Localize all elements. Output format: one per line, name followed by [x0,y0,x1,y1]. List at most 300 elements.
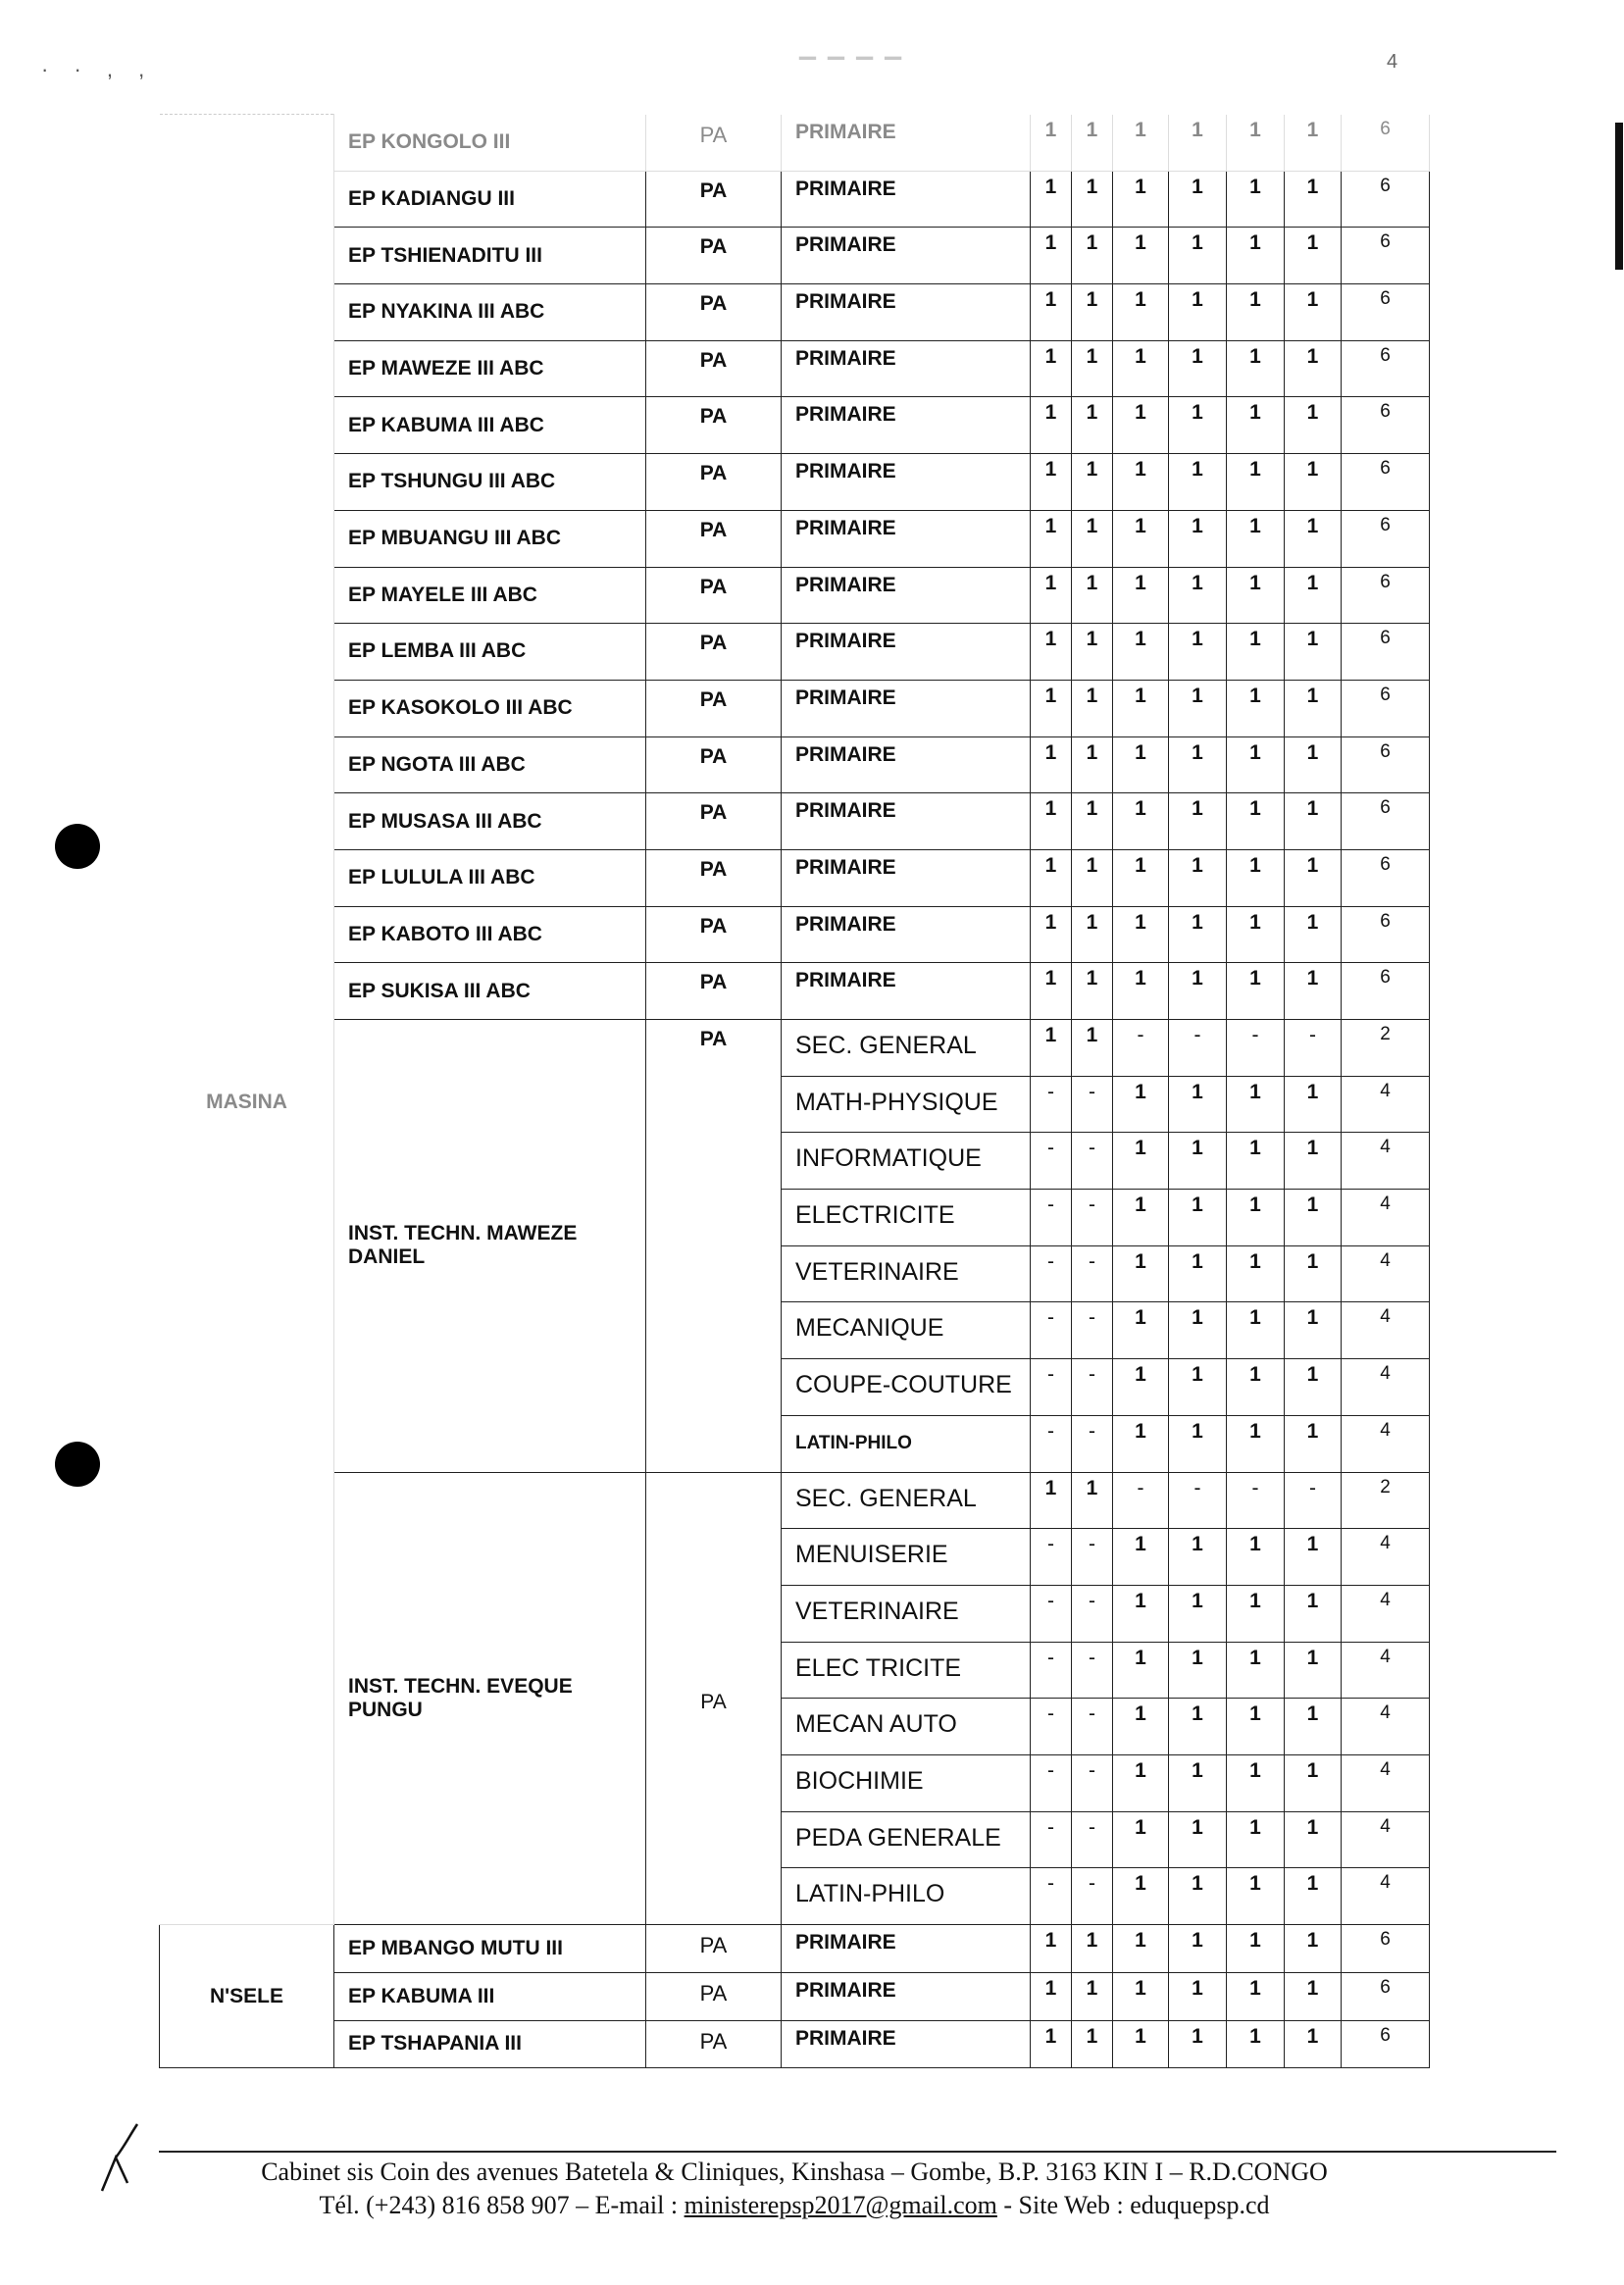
count-cell: 1 [1169,284,1227,341]
option-cell: PEDA GENERALE [782,1811,1031,1868]
count-cell: 1 [1113,1415,1169,1472]
option-cell: SEC. GENERAL [782,1472,1031,1529]
table-row [160,171,1430,228]
count-cell: 1 [1169,510,1227,567]
table-row [160,115,1430,172]
count-cell: 1 [1031,228,1072,284]
count-cell: - [1072,1245,1113,1302]
table-row [160,624,1430,681]
regime-cell: PA [646,171,782,228]
count-cell: 1 [1285,1302,1342,1359]
table-row [160,849,1430,906]
table-row [160,1020,1430,1077]
regime-cell: PA [646,793,782,850]
count-cell: - [1072,1302,1113,1359]
count-cell: - [1072,1811,1113,1868]
count-cell: 1 [1072,567,1113,624]
option-cell: MENUISERIE [782,1529,1031,1586]
total-cell: 6 [1342,567,1430,624]
count-cell: 1 [1285,849,1342,906]
count-cell: 1 [1169,680,1227,736]
count-cell: 1 [1285,1868,1342,1925]
count-cell: 1 [1285,1642,1342,1699]
count-cell: 1 [1113,397,1169,454]
count-cell: 1 [1285,906,1342,963]
option-cell: LATIN-PHILO [782,1415,1031,1472]
count-cell: 1 [1285,963,1342,1020]
count-cell: - [1031,1529,1072,1586]
regime-cell: PA [646,454,782,511]
footer-address: Cabinet sis Coin des avenues Batetela & Cliniques, Kinshasa – Gombe, B.P. 3163 KIN I – R.D.CONGO [261,2158,1328,2186]
count-cell: 1 [1227,849,1285,906]
total-cell: 6 [1342,849,1430,906]
count-cell: 1 [1031,284,1072,341]
regime-cell: PA [646,624,782,681]
option-cell: PRIMAIRE [782,849,1031,906]
school-name: EP KASOKOLO III ABC [334,680,646,736]
count-cell: - [1072,1699,1113,1755]
count-cell: 1 [1031,2020,1072,2068]
school-name: EP MBUANGU III ABC [334,510,646,567]
count-cell: 1 [1227,963,1285,1020]
school-name: EP MBANGO MUTU III [334,1925,646,1973]
count-cell: 1 [1227,115,1285,172]
count-cell: - [1169,1472,1227,1529]
footer-rule [159,2151,1556,2153]
count-cell: 1 [1072,793,1113,850]
option-cell: PRIMAIRE [782,284,1031,341]
count-cell: 1 [1169,1190,1227,1246]
count-cell: 1 [1113,510,1169,567]
total-cell: 4 [1342,1529,1430,1586]
option-cell: PRIMAIRE [782,1925,1031,1973]
count-cell: - [1072,1585,1113,1642]
option-cell: PRIMAIRE [782,963,1031,1020]
school-name: EP KABUMA III [334,1972,646,2020]
table-body [160,115,1430,2068]
option-cell: MATH-PHYSIQUE [782,1076,1031,1133]
count-cell: 1 [1072,115,1113,172]
total-cell: 6 [1342,1925,1430,1973]
count-cell: 1 [1113,1190,1169,1246]
count-cell: 1 [1031,171,1072,228]
count-cell: 1 [1031,624,1072,681]
total-cell: 4 [1342,1699,1430,1755]
count-cell: 1 [1031,963,1072,1020]
option-cell: ELEC TRICITE [782,1642,1031,1699]
count-cell: 1 [1113,1642,1169,1699]
count-cell: 1 [1227,1245,1285,1302]
count-cell: - [1072,1642,1113,1699]
regime-cell: PA [646,397,782,454]
total-cell: 6 [1342,454,1430,511]
count-cell: 1 [1072,906,1113,963]
school-name: EP TSHUNGU III ABC [334,454,646,511]
table-row [160,567,1430,624]
regime-cell: PA [646,736,782,793]
count-cell: 1 [1113,1972,1169,2020]
count-cell: 1 [1227,624,1285,681]
count-cell: 1 [1113,1585,1169,1642]
count-cell: 1 [1031,567,1072,624]
count-cell: 1 [1285,2020,1342,2068]
count-cell: 1 [1113,567,1169,624]
regime-cell: PA [646,906,782,963]
count-cell: 1 [1169,1415,1227,1472]
table-row [160,340,1430,397]
regime-cell: PA [646,567,782,624]
total-cell: 6 [1342,340,1430,397]
count-cell: 1 [1169,1359,1227,1416]
option-cell: VETERINAIRE [782,1245,1031,1302]
count-cell: 1 [1227,1190,1285,1246]
total-cell: 4 [1342,1245,1430,1302]
regime-cell: PA [646,1020,782,1473]
school-name: INST. TECHN. MAWEZE DANIEL [334,1020,646,1473]
count-cell: 1 [1113,680,1169,736]
count-cell: 1 [1113,1245,1169,1302]
school-name: EP LEMBA III ABC [334,624,646,681]
page-number: 4 [1387,51,1398,73]
zone-cell [160,115,334,1925]
count-cell: 1 [1169,1754,1227,1811]
count-cell: 1 [1285,228,1342,284]
table-row [160,228,1430,284]
count-cell: 1 [1285,1754,1342,1811]
total-cell: 6 [1342,228,1430,284]
count-cell: 1 [1169,1699,1227,1755]
count-cell: 1 [1072,849,1113,906]
footer-email[interactable]: ministerepsp2017@gmail.com [684,2191,997,2219]
school-name: EP KABUMA III ABC [334,397,646,454]
table-row [160,1972,1430,2020]
count-cell: 1 [1227,1699,1285,1755]
table-row [160,284,1430,341]
option-cell: PRIMAIRE [782,567,1031,624]
school-name: EP TSHAPANIA III [334,2020,646,2068]
school-name: EP MAYELE III ABC [334,567,646,624]
count-cell: 1 [1169,1529,1227,1586]
count-cell: 1 [1169,454,1227,511]
count-cell: 1 [1113,1302,1169,1359]
table-row [160,680,1430,736]
option-cell: PRIMAIRE [782,680,1031,736]
option-cell: PRIMAIRE [782,1972,1031,2020]
count-cell: 1 [1072,171,1113,228]
count-cell: 1 [1113,454,1169,511]
count-cell: 1 [1169,736,1227,793]
total-cell: 4 [1342,1868,1430,1925]
school-name: INST. TECHN. EVEQUE PUNGU [334,1472,646,1925]
count-cell: 1 [1169,1076,1227,1133]
count-cell: 1 [1169,1642,1227,1699]
school-name: EP NGOTA III ABC [334,736,646,793]
count-cell: 1 [1169,1972,1227,2020]
total-cell: 6 [1342,1972,1430,2020]
option-cell: COUPE-COUTURE [782,1359,1031,1416]
count-cell: 1 [1285,1699,1342,1755]
count-cell: 1 [1169,1302,1227,1359]
count-cell: - [1072,1529,1113,1586]
count-cell: 1 [1169,1133,1227,1190]
count-cell: 1 [1169,793,1227,850]
count-cell: 1 [1169,567,1227,624]
count-cell: 1 [1227,2020,1285,2068]
total-cell: 4 [1342,1754,1430,1811]
total-cell: 4 [1342,1133,1430,1190]
school-name: EP KADIANGU III [334,171,646,228]
option-cell: INFORMATIQUE [782,1133,1031,1190]
count-cell: 1 [1113,1868,1169,1925]
count-cell: 1 [1227,1585,1285,1642]
count-cell: - [1285,1020,1342,1077]
scan-edge-mark [1615,123,1623,270]
count-cell: - [1031,1076,1072,1133]
total-cell: 6 [1342,736,1430,793]
option-cell: PRIMAIRE [782,510,1031,567]
total-cell: 4 [1342,1190,1430,1246]
count-cell: - [1072,1190,1113,1246]
count-cell: 1 [1285,284,1342,341]
count-cell: 1 [1113,284,1169,341]
school-name: EP MUSASA III ABC [334,793,646,850]
total-cell: 4 [1342,1642,1430,1699]
count-cell: 1 [1072,963,1113,1020]
table-row [160,454,1430,511]
count-cell: 1 [1227,1529,1285,1586]
option-cell: ELECTRICITE [782,1190,1031,1246]
count-cell: 1 [1227,1868,1285,1925]
count-cell: 1 [1227,1925,1285,1973]
count-cell: 1 [1227,1076,1285,1133]
zone-cell: N'SELE [160,1925,334,2068]
count-cell: 1 [1031,906,1072,963]
count-cell: 1 [1031,1972,1072,2020]
total-cell: 6 [1342,284,1430,341]
count-cell: 1 [1285,1190,1342,1246]
count-cell: 1 [1031,397,1072,454]
option-cell: PRIMAIRE [782,115,1031,172]
school-name: EP LULULA III ABC [334,849,646,906]
scan-noise: · · , , [41,57,155,81]
option-cell: LATIN-PHILO [782,1868,1031,1925]
regime-cell: PA [646,284,782,341]
count-cell: 1 [1169,228,1227,284]
count-cell: - [1031,1868,1072,1925]
count-cell: 1 [1113,1925,1169,1973]
count-cell: - [1031,1359,1072,1416]
count-cell: 1 [1072,340,1113,397]
regime-cell: PA [646,849,782,906]
option-cell: PRIMAIRE [782,228,1031,284]
count-cell: 1 [1031,115,1072,172]
signature-mark-icon [94,2118,145,2197]
option-cell: BIOCHIMIE [782,1754,1031,1811]
school-name: EP SUKISA III ABC [334,963,646,1020]
count-cell: 1 [1031,793,1072,850]
count-cell: 1 [1113,736,1169,793]
punch-hole-icon [55,1442,100,1487]
count-cell: 1 [1169,1811,1227,1868]
total-cell: 4 [1342,1415,1430,1472]
count-cell: 1 [1285,171,1342,228]
school-name: EP KABOTO III ABC [334,906,646,963]
option-cell: PRIMAIRE [782,793,1031,850]
count-cell: 1 [1227,680,1285,736]
count-cell: 1 [1169,849,1227,906]
zone-label: MASINA [206,1091,287,1114]
count-cell: 1 [1031,510,1072,567]
total-cell: 6 [1342,397,1430,454]
total-cell: 4 [1342,1359,1430,1416]
count-cell: - [1072,1415,1113,1472]
count-cell: 1 [1113,228,1169,284]
count-cell: 1 [1227,906,1285,963]
count-cell: 1 [1113,1754,1169,1811]
count-cell: 1 [1072,284,1113,341]
table-row [160,397,1430,454]
count-cell: - [1169,1020,1227,1077]
count-cell: 1 [1169,340,1227,397]
count-cell: 1 [1285,736,1342,793]
regime-cell: PA [646,680,782,736]
school-name: EP KONGOLO III [334,115,646,172]
count-cell: 1 [1285,567,1342,624]
count-cell: 1 [1169,1245,1227,1302]
regime-cell: PA [646,2020,782,2068]
regime-cell: PA [646,1972,782,2020]
count-cell: 1 [1072,228,1113,284]
count-cell: 1 [1113,1359,1169,1416]
count-cell: 1 [1227,1754,1285,1811]
option-cell: SEC. GENERAL [782,1020,1031,1077]
footer-contact: Tél. (+243) 816 858 907 – E-mail : ministerepsp2017@gmail.com - Site Web : eduquepsp.cd [319,2191,1270,2219]
count-cell: 1 [1285,340,1342,397]
option-cell: PRIMAIRE [782,454,1031,511]
count-cell: 1 [1227,397,1285,454]
total-cell: 6 [1342,115,1430,172]
count-cell: 1 [1227,510,1285,567]
count-cell: 1 [1285,454,1342,511]
count-cell: 1 [1113,849,1169,906]
count-cell: 1 [1285,1529,1342,1586]
total-cell: 2 [1342,1020,1430,1077]
count-cell: - [1031,1585,1072,1642]
table-row [160,793,1430,850]
count-cell: 1 [1031,849,1072,906]
count-cell: 1 [1113,1133,1169,1190]
option-cell: PRIMAIRE [782,340,1031,397]
count-cell: 1 [1072,1020,1113,1077]
count-cell: 1 [1227,454,1285,511]
regime-cell: PA [646,228,782,284]
school-name: EP TSHIENADITU III [334,228,646,284]
count-cell: 1 [1169,1925,1227,1973]
count-cell: 1 [1113,340,1169,397]
count-cell: 1 [1113,793,1169,850]
total-cell: 4 [1342,1585,1430,1642]
table-row [160,906,1430,963]
option-cell: PRIMAIRE [782,906,1031,963]
count-cell: 1 [1227,1359,1285,1416]
count-cell: 1 [1227,1302,1285,1359]
count-cell: 1 [1227,284,1285,341]
count-cell: 1 [1285,793,1342,850]
count-cell: - [1072,1868,1113,1925]
count-cell: 1 [1285,1925,1342,1973]
total-cell: 4 [1342,1811,1430,1868]
count-cell: 1 [1285,510,1342,567]
count-cell: 1 [1072,624,1113,681]
count-cell: 1 [1031,454,1072,511]
count-cell: - [1031,1133,1072,1190]
count-cell: 1 [1031,680,1072,736]
count-cell: 1 [1285,115,1342,172]
count-cell: 1 [1227,171,1285,228]
count-cell: - [1031,1699,1072,1755]
count-cell: 1 [1169,397,1227,454]
count-cell: - [1072,1359,1113,1416]
count-cell: - [1227,1472,1285,1529]
total-cell: 2 [1342,1472,1430,1529]
count-cell: 1 [1227,1811,1285,1868]
count-cell: 1 [1113,115,1169,172]
count-cell: 1 [1227,340,1285,397]
count-cell: 1 [1285,1245,1342,1302]
count-cell: 1 [1031,1020,1072,1077]
count-cell: - [1031,1811,1072,1868]
count-cell: 1 [1113,1811,1169,1868]
count-cell: - [1072,1076,1113,1133]
regime-cell: PA [646,1925,782,1973]
option-cell: PRIMAIRE [782,397,1031,454]
total-cell: 6 [1342,906,1430,963]
count-cell: 1 [1072,1472,1113,1529]
regime-cell: PA [646,1472,782,1925]
punch-hole-icon [55,824,100,869]
schools-table [159,114,1430,2068]
count-cell: 1 [1227,1415,1285,1472]
count-cell: 1 [1285,397,1342,454]
count-cell: 1 [1285,1811,1342,1868]
count-cell: - [1113,1472,1169,1529]
regime-cell: PA [646,963,782,1020]
count-cell: 1 [1169,171,1227,228]
count-cell: - [1072,1133,1113,1190]
count-cell: - [1031,1302,1072,1359]
total-cell: 6 [1342,624,1430,681]
count-cell: - [1227,1020,1285,1077]
school-name: EP MAWEZE III ABC [334,340,646,397]
count-cell: 1 [1227,793,1285,850]
count-cell: 1 [1285,1359,1342,1416]
count-cell: 1 [1072,736,1113,793]
count-cell: 1 [1072,1925,1113,1973]
option-cell: PRIMAIRE [782,171,1031,228]
count-cell: - [1113,1020,1169,1077]
count-cell: 1 [1072,397,1113,454]
count-cell: 1 [1169,1585,1227,1642]
option-cell: PRIMAIRE [782,624,1031,681]
count-cell: 1 [1113,624,1169,681]
count-cell: - [1072,1754,1113,1811]
count-cell: - [1031,1415,1072,1472]
school-name: EP NYAKINA III ABC [334,284,646,341]
regime-cell: PA [646,115,782,172]
count-cell: 1 [1285,1972,1342,2020]
count-cell: 1 [1031,340,1072,397]
count-cell: 1 [1072,510,1113,567]
